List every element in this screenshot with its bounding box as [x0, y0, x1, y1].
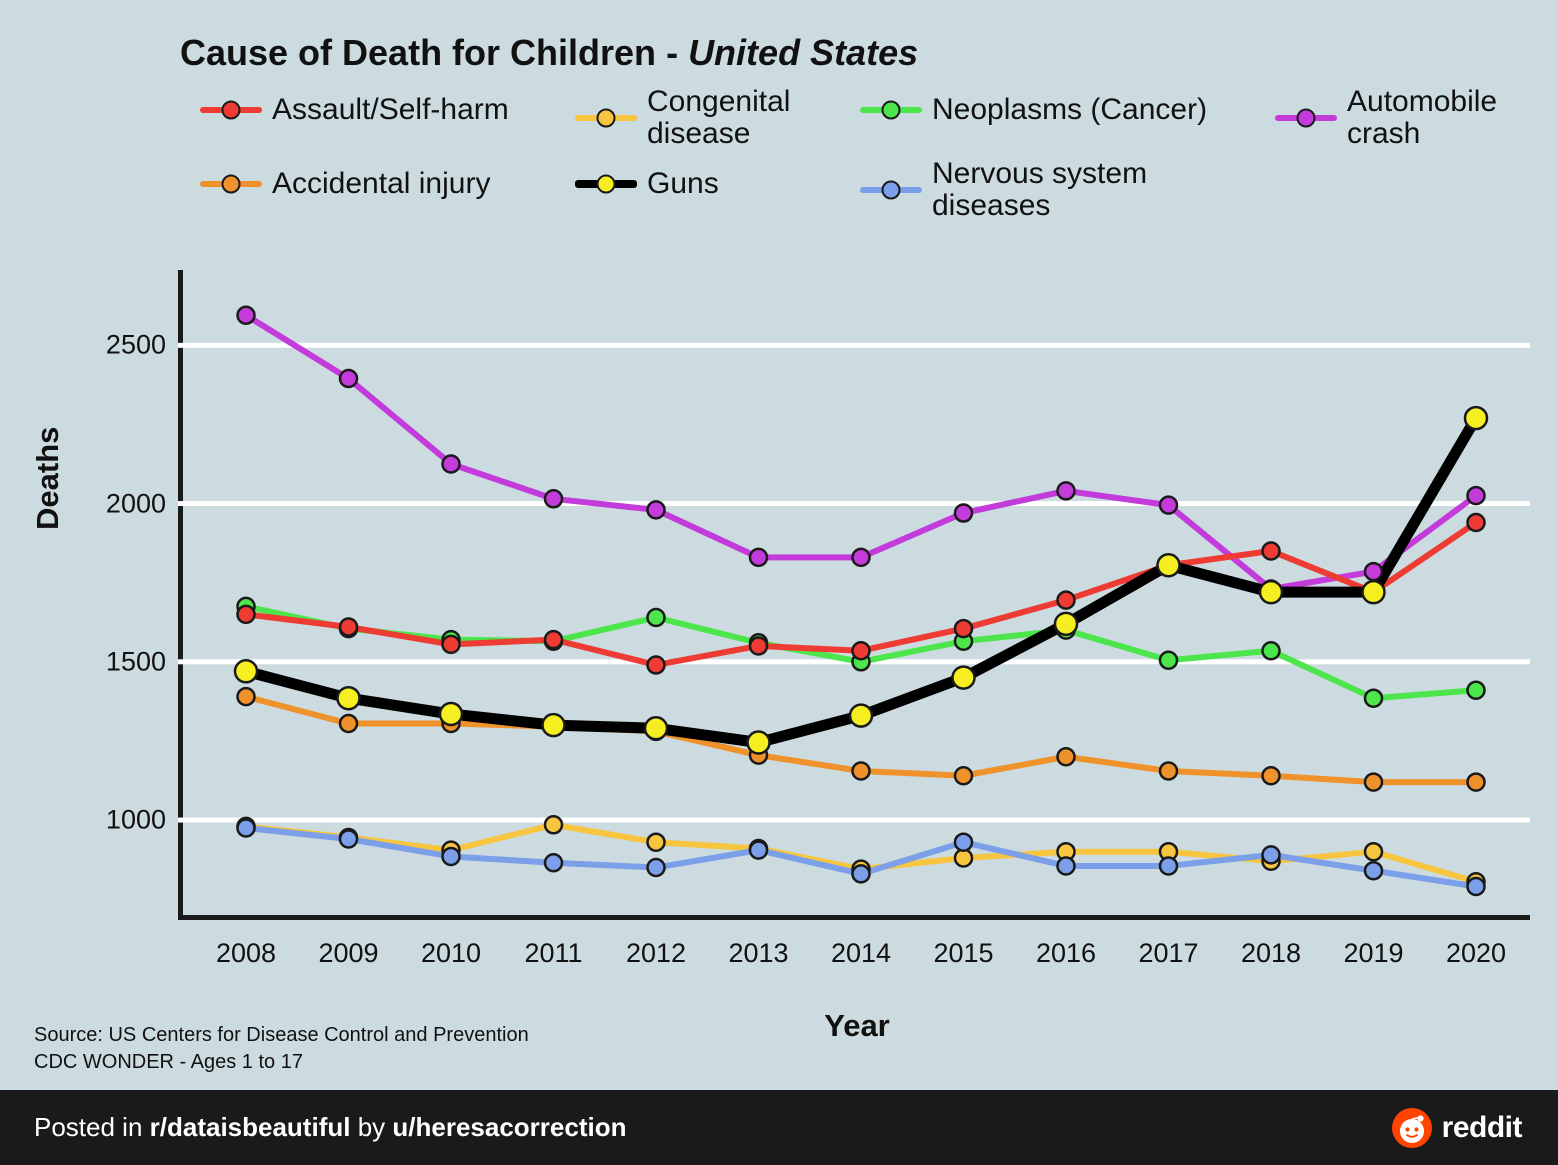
page-title — [180, 32, 918, 74]
x-tick-label: 2015 — [933, 938, 994, 968]
legend-swatch-icon — [860, 99, 922, 121]
title-main: Cause of Death for Children — [180, 32, 657, 73]
x-axis-label: Year — [824, 1008, 890, 1043]
legend-item-nervous-system-diseases[interactable] — [860, 158, 1190, 222]
x-tick-label: 2010 — [420, 938, 482, 968]
legend-label: Assault/Self-harm — [272, 93, 509, 126]
x-tick-label: 2013 — [728, 938, 789, 968]
reddit-logo-icon — [1392, 1108, 1432, 1148]
y-tick-label: 2000 — [105, 488, 166, 519]
legend-item-guns[interactable] — [575, 168, 719, 200]
legend-swatch-icon — [200, 173, 262, 195]
y-tick-label: 1500 — [105, 646, 166, 677]
legend-label: Automobile crash — [1347, 85, 1498, 150]
x-tick-label: 2008 — [215, 938, 277, 968]
title-location: United States — [688, 32, 919, 73]
legend-label: Neoplasms (Cancer) — [932, 93, 1208, 126]
legend-label: Congenital disease — [647, 85, 791, 150]
footer-bar — [0, 1090, 1558, 1165]
footer-username[interactable]: u/heresacorrection — [392, 1112, 627, 1142]
legend-swatch-icon — [1275, 107, 1337, 129]
legend-label: Nervous system diseases — [932, 157, 1148, 222]
title-separator: - — [656, 32, 689, 73]
source-line-1: Source: US Centers for Disease Control and Prevention — [34, 1024, 529, 1046]
footer-middle: by — [350, 1112, 393, 1142]
plot-area — [178, 270, 1530, 915]
legend-item-assault-self-harm[interactable] — [200, 94, 509, 126]
footer-prefix: Posted in — [34, 1112, 150, 1142]
x-tick-label: 2016 — [1035, 938, 1097, 968]
x-tick-label: 2012 — [625, 938, 687, 968]
series-canvas — [178, 270, 1530, 920]
reddit-branding[interactable] — [1392, 1108, 1522, 1148]
reddit-wordmark: reddit — [1441, 1110, 1522, 1144]
legend-label: Accidental injury — [272, 167, 491, 200]
source-line-2: CDC WONDER - Ages 1 to 17 — [34, 1051, 303, 1073]
legend-item-congenital-disease[interactable] — [575, 86, 805, 150]
x-tick-label: 2019 — [1343, 938, 1404, 968]
source-note — [34, 1022, 529, 1076]
footer-credit — [34, 1112, 626, 1143]
legend-label: Guns — [647, 167, 719, 200]
legend-item-automobile-crash[interactable] — [1275, 86, 1535, 150]
legend-swatch-icon — [860, 179, 922, 201]
legend-item-neoplasms-cancer[interactable] — [860, 94, 1207, 126]
y-tick-label: 2500 — [105, 329, 166, 360]
legend-swatch-icon — [575, 107, 637, 129]
x-tick-label: 2020 — [1445, 938, 1507, 968]
y-axis-label: Deaths — [30, 426, 65, 530]
x-tick-label: 2009 — [318, 938, 379, 968]
x-tick-label: 2018 — [1240, 938, 1302, 968]
y-tick-label: 1000 — [105, 804, 166, 835]
legend-item-accidental-injury[interactable] — [200, 168, 490, 200]
footer-subreddit[interactable]: r/dataisbeautiful — [149, 1112, 351, 1142]
x-tick-label: 2014 — [830, 938, 892, 968]
x-tick-label: 2017 — [1138, 938, 1199, 968]
legend-swatch-icon — [200, 99, 262, 121]
x-tick-label: 2011 — [524, 938, 583, 968]
chart-legend — [200, 86, 1530, 241]
legend-swatch-icon — [575, 173, 637, 195]
